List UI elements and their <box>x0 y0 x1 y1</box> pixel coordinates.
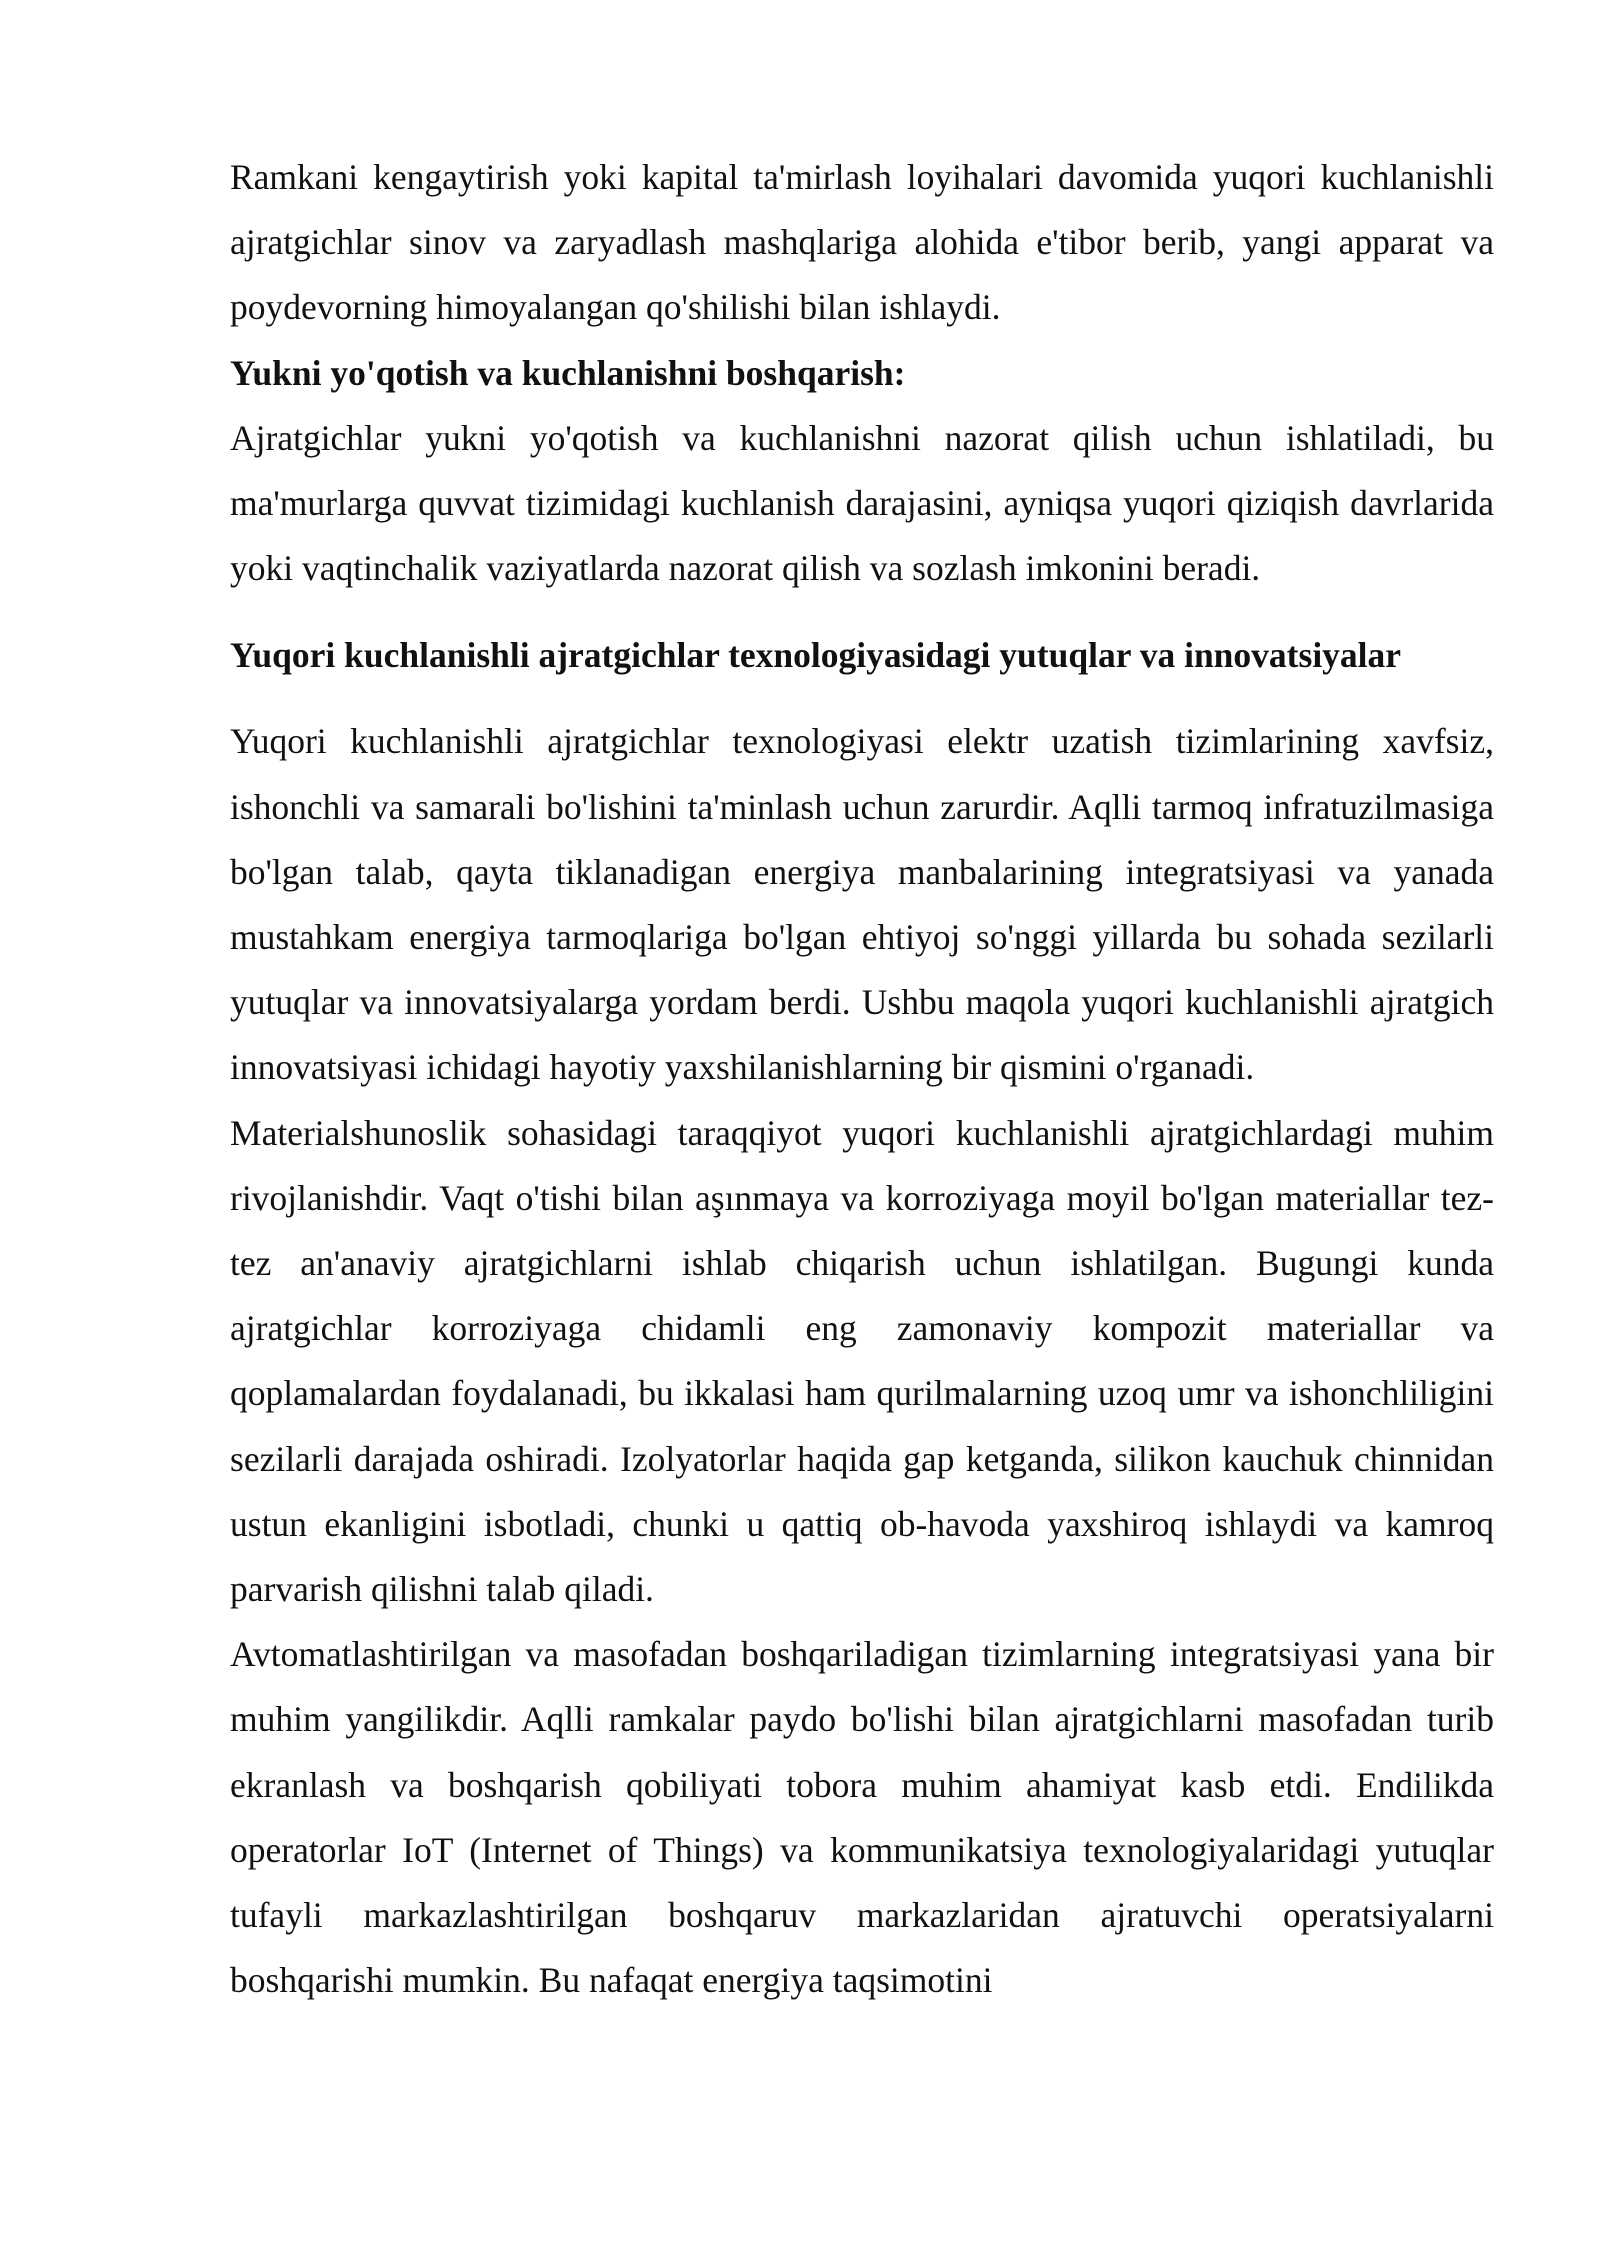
paragraph-automation: Avtomatlashtirilgan va masofadan boshqariladigan tizimlarning integratsiyasi yana bir muhim yangilikdir. Aqlli ramkalar paydo bo'lishi bilan ajratgichlarni masofadan turib ekranlash va boshqarish qobiliyati tobora muhim ahamiyat kasb etdi. Endilikda operatorlar IoT (Internet of Things) va kommunikatsiya texnologiyalaridagi yutuqlar tufayli markazlashtirilgan boshqaruv markazlaridan ajratuvchi operatsiyalarni boshqarishi mumkin. Bu nafaqat energiya taqsimotini <box>230 1634 1494 2001</box>
paragraph-intro: Ramkani kengaytirish yoki kapital ta'mirlash loyihalari davomida yuqori kuchlanishli ajratgichlar sinov va zaryadlash mashqlariga alohida e'tibor berib, yangi apparat va poydevorning himoyalangan qo'shilishi bilan ishlaydi. <box>230 157 1494 328</box>
paragraph-load-control: Ajratgichlar yukni yo'qotish va kuchlanishni nazorat qilish uchun ishlatiladi, bu ma'murlarga quvvat tizimidagi kuchlanish darajasini, ayniqsa yuqori qiziqish davrlarida yoki vaqtinchalik vaziyatlarda nazorat qilish va sozlash imkonini beradi. <box>230 417 1494 589</box>
section-title: Yuqori kuchlanishli ajratgichlar texnologiyasidagi yutuqlar va innovatsiyalar <box>230 635 1402 676</box>
paragraph-technology: Yuqori kuchlanishli ajratgichlar texnologiyasi elektr uzatish tizimlarining xavfsiz, ishonchli va samarali bo'lishini ta'minlash uchun zarurdir. Aqlli tarmoq infratuzilmasiga bo'lgan talab, qayta tiklanadigan energiya manbalarining integratsiyasi va yanada mustahkam energiya tarmoqlariga bo'lgan ehtiyoj so'nggi yillarda bu sohada sezilarli yutuqlar va innovatsiyalarga yordam berdi. Ushbu maqola yuqori kuchlanishli ajratgich innovatsiyasi ichidagi hayotiy yaxshilanishlarning bir qismini o'rganadi. <box>230 721 1494 1088</box>
subheading-load-control: Yukni yo'qotish va kuchlanishni boshqarish: <box>230 352 906 393</box>
document-body <box>230 145 1494 2013</box>
paragraph-materials: Materialshunoslik sohasidagi taraqqiyot yuqori kuchlanishli ajratgichlardagi muhim rivojlanishdir. Vaqt o'tishi bilan aşınmaya va korroziyaga moyil bo'lgan materiallar tez-tez an'anaviy ajratgichlarni ishlab chiqarish uchun ishlatilgan. Bugungi kunda ajratgichlar korroziyaga chidamli eng zamonaviy kompozit materiallar va qoplamalardan foydalanadi, bu ikkalasi ham qurilmalarning uzoq umr va ishonchliligini sezilarli darajada oshiradi. Izolyatorlar haqida gap ketganda, silikon kauchuk chinnidan ustun ekanligini isbotladi, chunki u qattiq ob-havoda yaxshiroq ishlaydi va kamroq parvarish qilishni talab qiladi. <box>230 1112 1494 1610</box>
